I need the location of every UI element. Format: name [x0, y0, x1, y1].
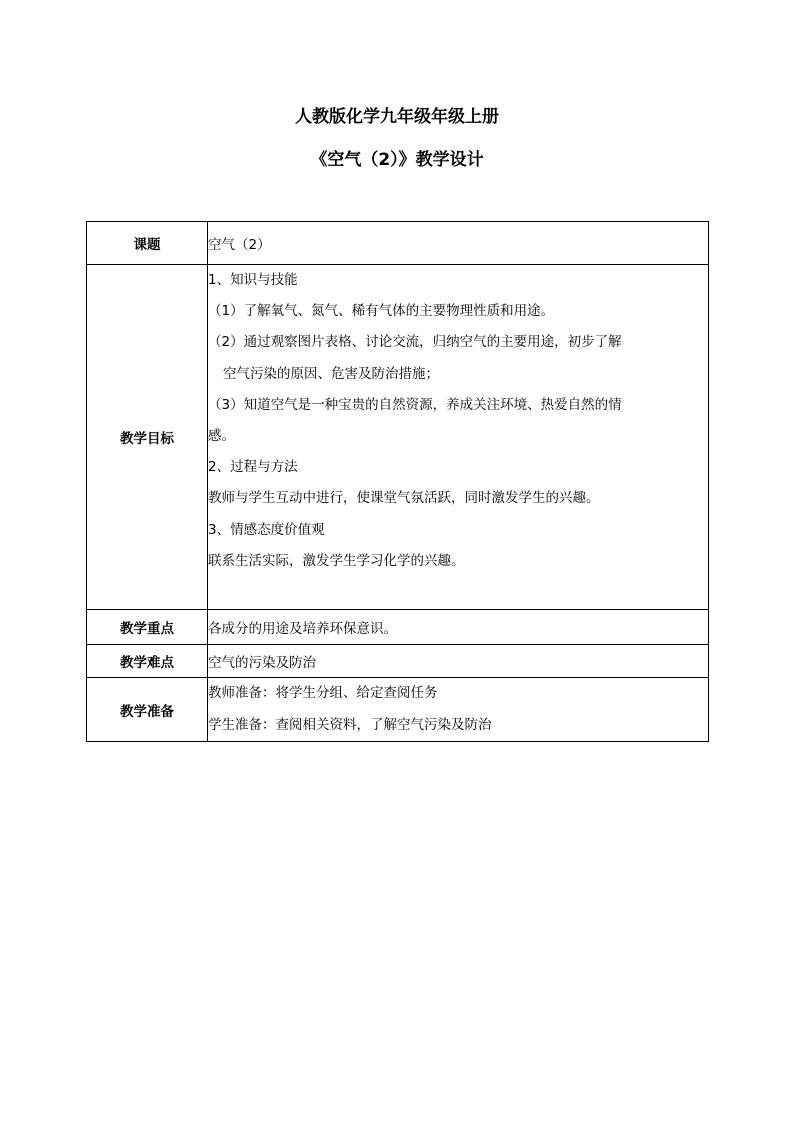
topic-value: 空气（2）	[208, 222, 709, 265]
table-row-key-points	[87, 610, 709, 645]
difficulties-value: 空气的污染及防治	[208, 645, 709, 678]
table-row-topic	[87, 222, 709, 265]
document-subtitle: 《空气（2）》教学设计	[310, 150, 484, 170]
preparation-line: 学生准备：查阅相关资料，了解空气污染及防治	[208, 716, 492, 733]
difficulties-label: 教学难点	[87, 645, 208, 678]
objective-line: （1）了解氧气、氮气、稀有气体的主要物理性质和用途。	[208, 303, 555, 320]
objective-line: 联系生活实际，激发学生学习化学的兴趣。	[208, 552, 465, 569]
preparation-line: 教师准备：将学生分组、给定查阅任务	[208, 685, 438, 702]
table-row-preparation	[87, 678, 709, 742]
document-title: 人教版化学九年级年级上册	[295, 107, 499, 127]
objective-line: （2）通过观察图片表格、讨论交流，归纳空气的主要用途，初步了解	[208, 334, 622, 351]
table-row-difficulties	[87, 645, 709, 678]
objectives-content	[208, 265, 709, 610]
objective-line: 空气污染的原因、危害及防治措施；	[223, 365, 439, 382]
key-points-value: 各成分的用途及培养环保意识。	[208, 610, 709, 645]
topic-label: 课题	[87, 222, 208, 265]
objective-line: 3、情感态度价值观	[208, 521, 325, 538]
key-points-label: 教学重点	[87, 610, 208, 645]
preparation-label: 教学准备	[87, 678, 208, 742]
objective-line: 2、过程与方法	[208, 459, 298, 476]
lesson-plan-table	[86, 221, 709, 742]
objective-line: （3）知道空气是一种宝贵的自然资源，养成关注环境、热爱自然的情	[208, 396, 622, 413]
objectives-label: 教学目标	[87, 265, 208, 610]
objective-line: 1、知识与技能	[208, 272, 298, 288]
preparation-content	[208, 678, 709, 742]
objective-line: 感。	[208, 428, 235, 445]
table-row-objectives	[87, 265, 709, 610]
objective-line: 教师与学生互动中进行，使课堂气氛活跃，同时激发学生的兴趣。	[208, 490, 600, 507]
